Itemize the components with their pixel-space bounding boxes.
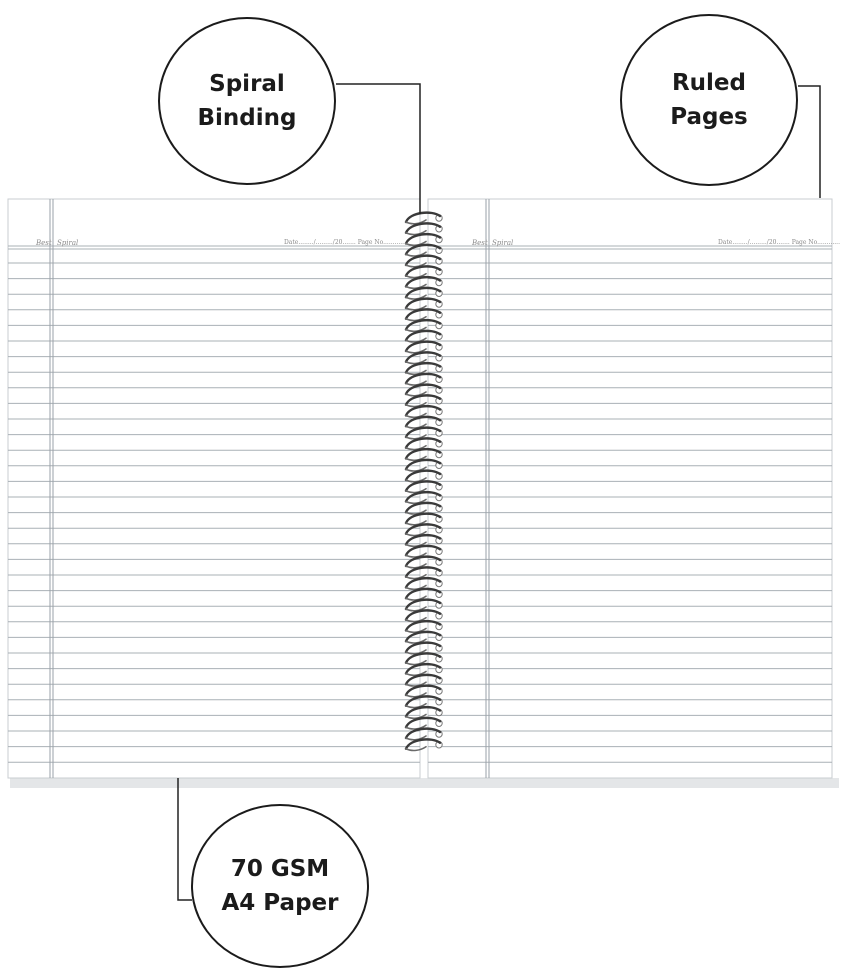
right-date-field: Date......../........./20....... Page No............ xyxy=(718,239,840,246)
spiral-callout-line2: Binding xyxy=(197,105,297,131)
right-brand-best: Best xyxy=(472,239,488,247)
spiral-callout-line1: Spiral xyxy=(209,71,285,97)
left-brand-spiral: Spiral xyxy=(57,239,79,247)
ruled-leader-line xyxy=(798,86,820,198)
left-date-field: Date......../........./20....... Page No............ xyxy=(284,239,406,246)
paper-leader-line xyxy=(178,778,192,900)
right-brand-spiral: Spiral xyxy=(492,239,514,247)
paper-callout-line2: A4 Paper xyxy=(221,890,339,916)
paper-callout xyxy=(191,804,369,968)
spiral-leader-line xyxy=(336,84,420,214)
ruled-pages-callout xyxy=(620,14,798,186)
ruled-callout-line2: Pages xyxy=(670,104,748,130)
paper-callout-line1: 70 GSM xyxy=(230,856,330,882)
page-shadow xyxy=(10,778,839,788)
ruled-callout-line1: Ruled xyxy=(671,70,746,96)
left-page xyxy=(8,199,420,778)
left-brand-best: Best xyxy=(36,239,52,247)
spiral-binding-callout xyxy=(158,17,336,185)
